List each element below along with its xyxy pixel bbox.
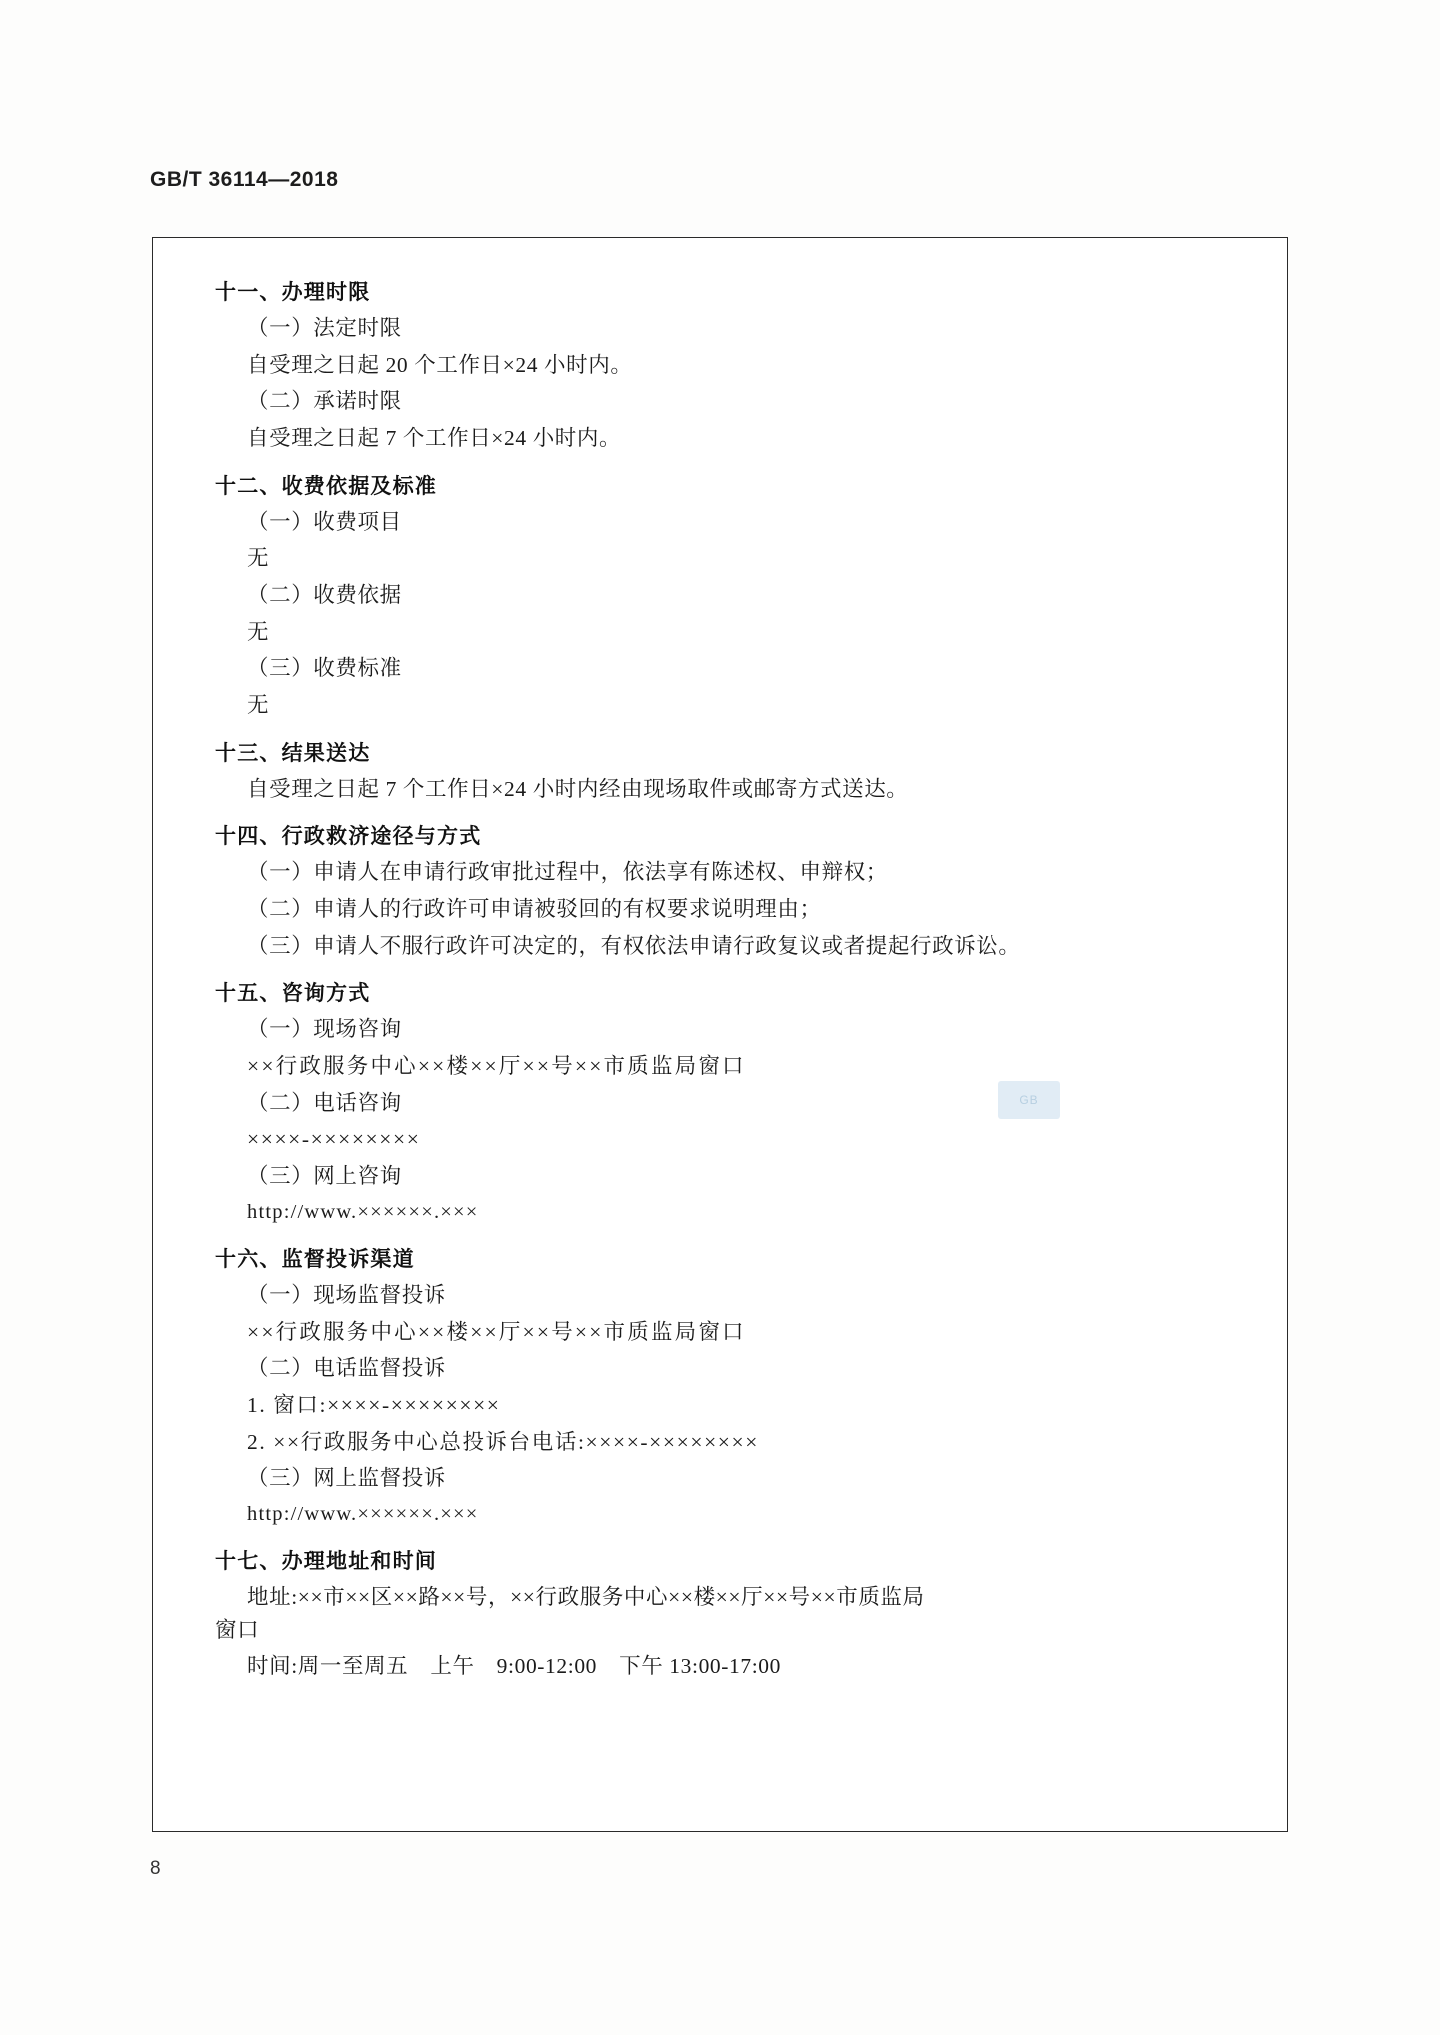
page-number: 8: [150, 1858, 161, 1879]
section-11-line-4: 自受理之日起 7 个工作日×24 小时内。: [247, 426, 622, 451]
section-16-line-6: （三）网上监督投诉: [247, 1466, 446, 1491]
section-heading-13: 十三、结果送达: [215, 741, 371, 765]
section-17-time-line: 时间:周一至周五 上午 9:00-12:00 下午 13:00-17:00: [247, 1654, 782, 1679]
section-15-line-5: （三）网上咨询: [247, 1164, 402, 1189]
section-heading-12: 十二、收费依据及标准: [215, 474, 437, 498]
section-14-line-1: （一）申请人在申请行政审批过程中，依法享有陈述权、申辩权；: [247, 860, 888, 885]
section-17-address-line-1: 地址:××市××区××路××号，××行政服务中心××楼××厅××号××市质监局: [247, 1585, 925, 1610]
section-heading-11: 十一、办理时限: [215, 281, 371, 304]
watermark-icon: GB: [998, 1081, 1060, 1119]
section-16-line-7: http://www.××××××.×××: [247, 1502, 479, 1525]
section-16-line-4: 1. 窗口:××××-××××××××: [247, 1392, 501, 1417]
section-14-line-3: （三）申请人不服行政许可决定的，有权依法申请行政复议或者提起行政诉讼。: [247, 933, 1021, 958]
section-15-line-2: ××行政服务中心××楼××厅××号××市质监局窗口: [247, 1054, 746, 1079]
section-13-line-1: 自受理之日起 7 个工作日×24 小时内经由现场取件或邮寄方式送达。: [247, 776, 909, 801]
section-15-line-1: （一）现场咨询: [247, 1017, 402, 1042]
section-12-line-3: （二）收费依据: [247, 583, 402, 608]
section-16-line-2: ××行政服务中心××楼××厅××号××市质监局窗口: [247, 1319, 746, 1344]
section-heading-15: 十五、咨询方式: [215, 982, 371, 1006]
section-16-line-1: （一）现场监督投诉: [247, 1282, 446, 1307]
section-heading-16: 十六、监督投诉渠道: [215, 1247, 415, 1271]
section-17-address: [215, 1581, 1257, 1646]
section-12-line-5: （三）收费标准: [247, 656, 402, 681]
section-14-line-2: （二）申请人的行政许可申请被驳回的有权要求说明理由；: [247, 897, 822, 922]
section-17-address-line-2: 窗口: [215, 1617, 260, 1642]
content-frame: [152, 237, 1288, 1832]
section-12-line-1: （一）收费项目: [247, 509, 402, 534]
section-12-line-4: 无: [247, 619, 270, 644]
section-heading-14: 十四、行政救济途径与方式: [215, 825, 482, 849]
section-11-line-3: （二）承诺时限: [247, 389, 402, 414]
section-12-line-2: 无: [247, 546, 270, 571]
section-12-line-6: 无: [247, 693, 270, 718]
section-11-line-2: 自受理之日起 20 个工作日×24 小时内。: [247, 352, 633, 377]
document-content: [187, 268, 1257, 1687]
section-16-line-5: 2. ××行政服务中心总投诉台电话:××××-××××××××: [247, 1429, 759, 1454]
section-15-line-4: ××××-××××××××: [247, 1127, 421, 1152]
section-16-line-3: （二）电话监督投诉: [247, 1356, 446, 1381]
section-15-line-3: （二）电话咨询: [247, 1090, 402, 1115]
section-heading-17: 十七、办理地址和时间: [215, 1550, 437, 1574]
standard-code-header: GB/T 36114—2018: [150, 168, 339, 191]
section-11-line-1: （一）法定时限: [247, 316, 402, 340]
section-15-line-6: http://www.××××××.×××: [247, 1200, 479, 1223]
